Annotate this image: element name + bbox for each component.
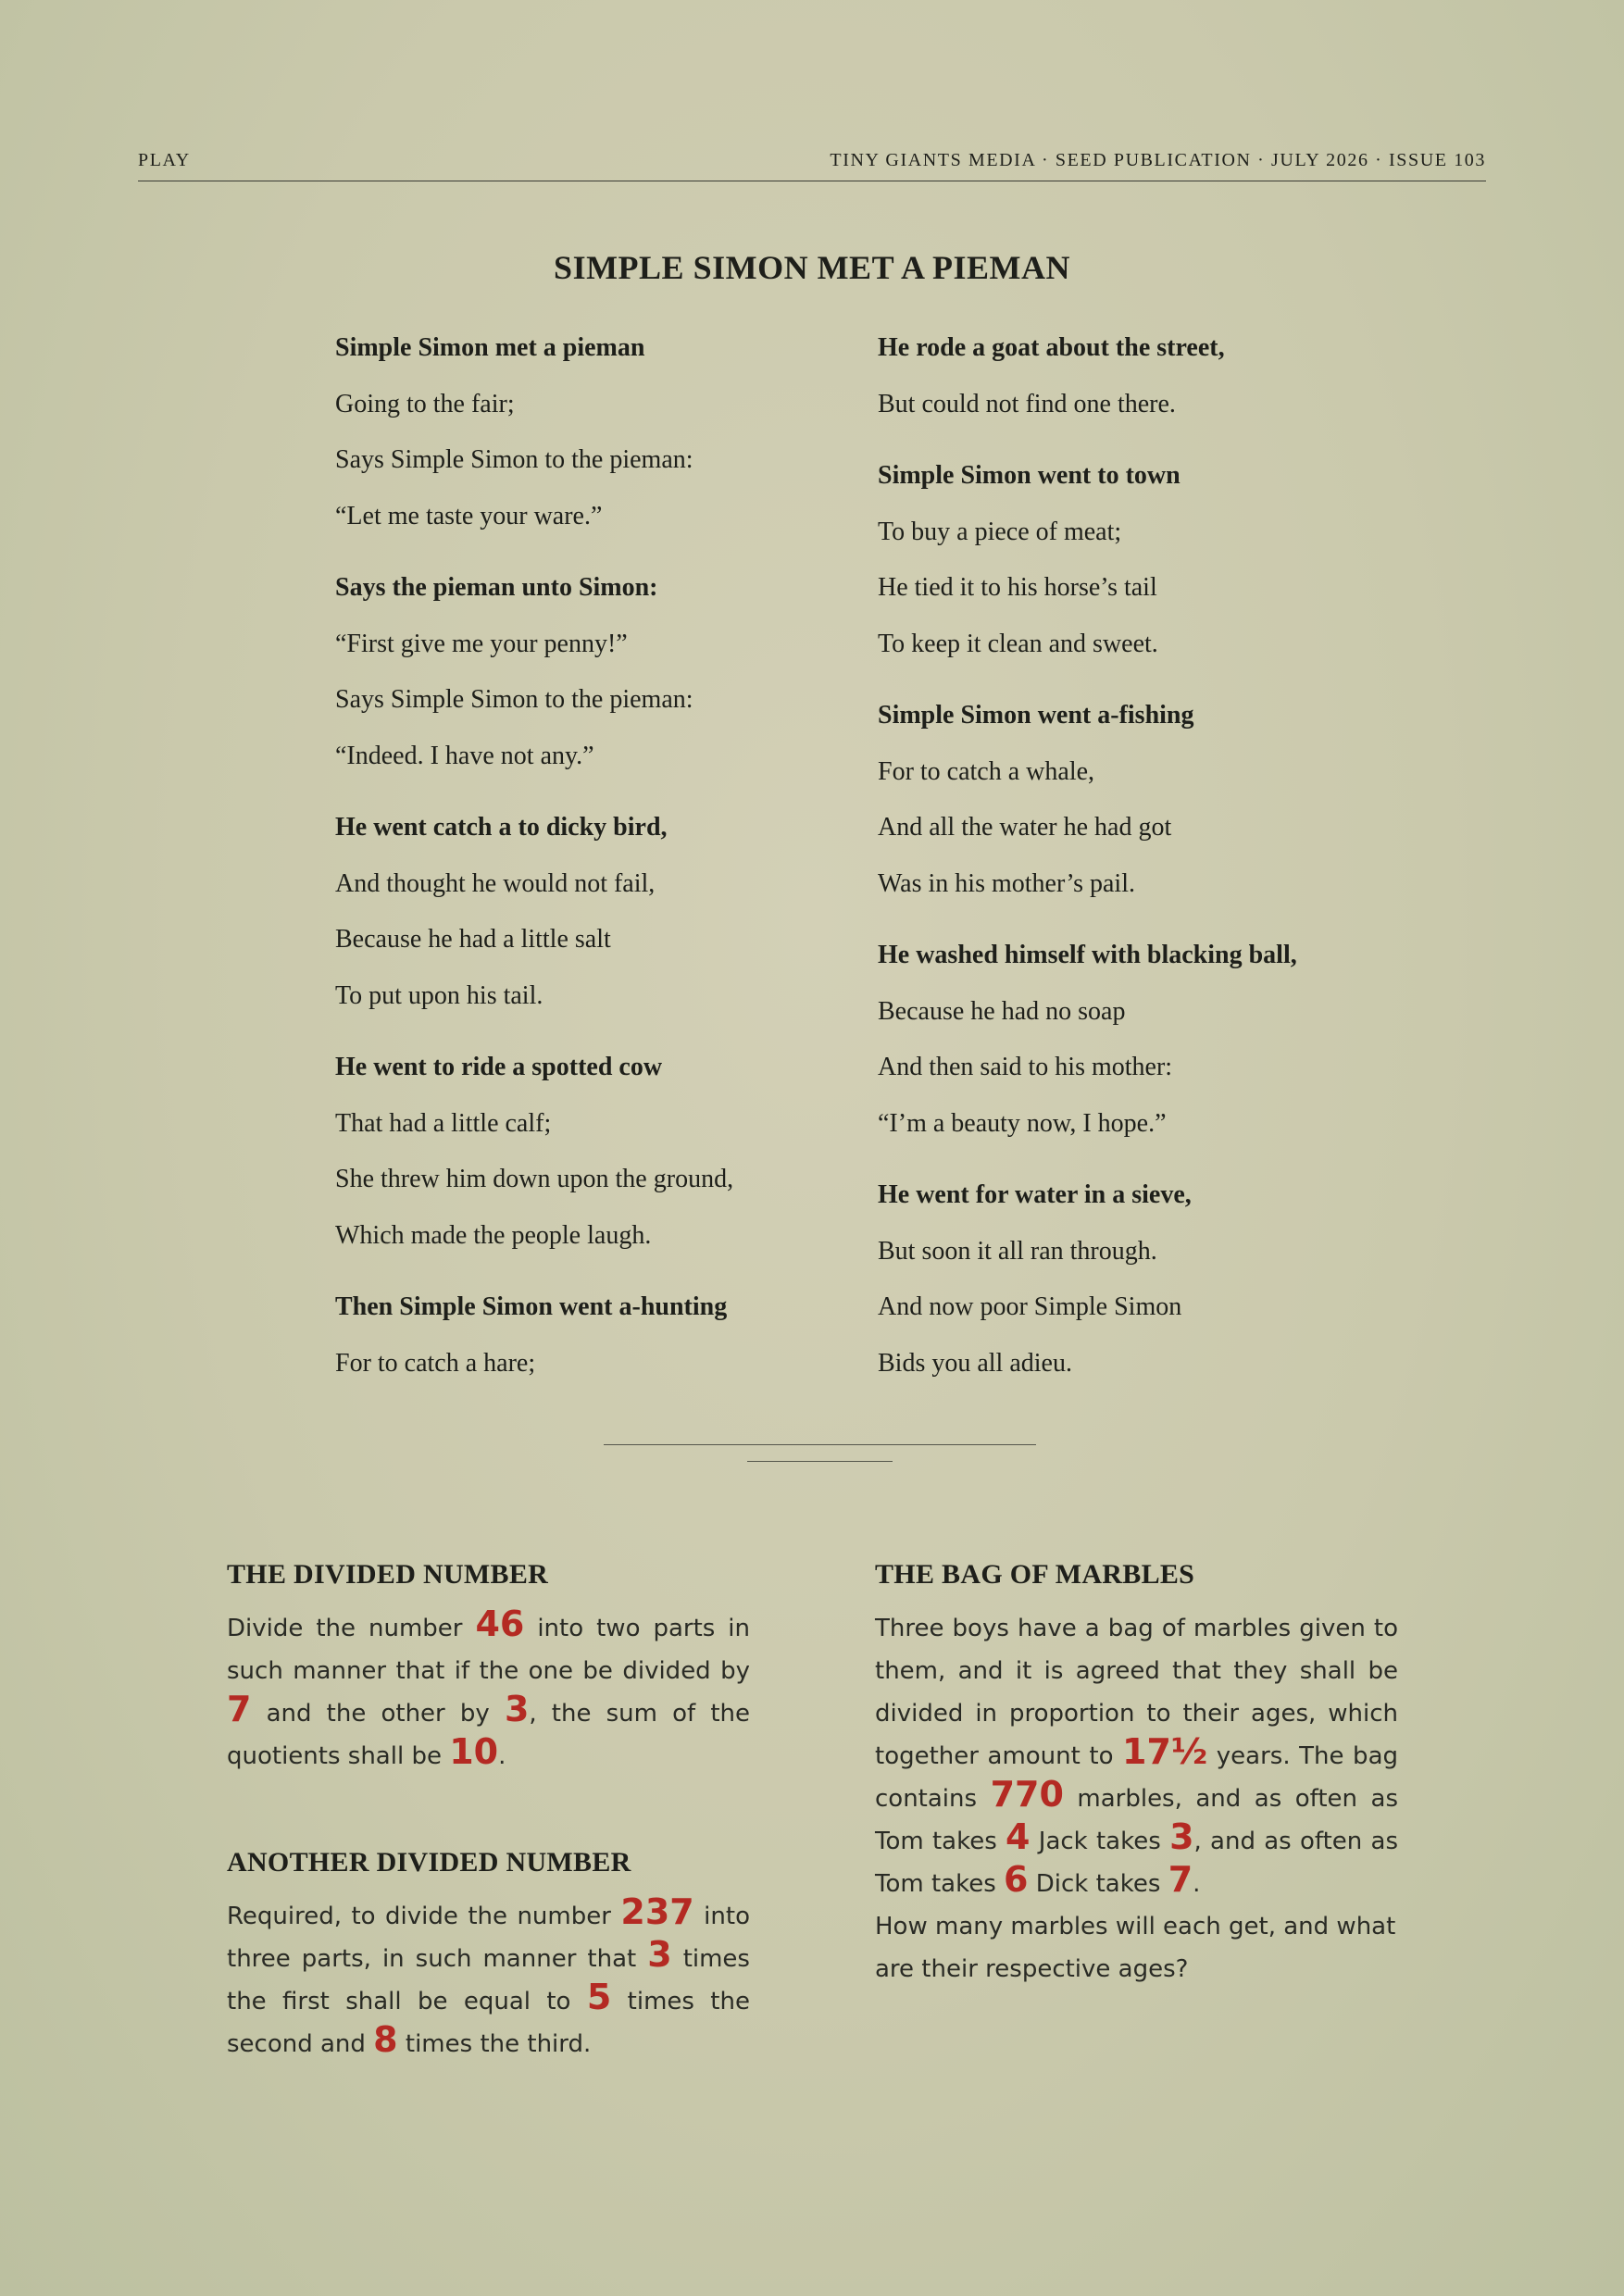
poem-stanza (878, 928, 1396, 1152)
puzzle-bag-of-marbles (875, 1559, 1398, 1990)
poem-line: But soon it all ran through. (878, 1236, 1157, 1266)
puzzle-number: 7 (1168, 1859, 1193, 1900)
puzzle-text-part: times the second and (227, 1988, 750, 2058)
puzzle-text (227, 1891, 750, 2065)
poem-line: Simple Simon went to town (878, 461, 1181, 490)
poem-line: Says Simple Simon to the pieman: (335, 685, 693, 714)
poem-line: Simple Simon met a pieman (335, 333, 645, 362)
poem-stanza (335, 1279, 854, 1391)
poem-line: He washed himself with blacking ball, (878, 941, 1297, 969)
puzzle-title: THE DIVIDED NUMBER (227, 1559, 549, 1590)
puzzle-text-part: Required, to divide the number (227, 1903, 621, 1930)
poem-line: Says the pieman unto Simon: (335, 573, 658, 602)
poem-stanza (335, 1040, 854, 1264)
puzzle-number: 237 (620, 1891, 694, 1932)
poem-line: That had a little calf; (335, 1108, 552, 1138)
puzzle-number: 4 (1006, 1816, 1031, 1857)
publication-info: TINY GIANTS MEDIA · SEED PUBLICATION · JULY 2026 · ISSUE 103 (830, 150, 1486, 170)
poem-line: And thought he would not fail, (335, 868, 656, 898)
puzzle-text-part: Divide the number (227, 1615, 476, 1642)
puzzle-text-part: Jack takes (1030, 1828, 1170, 1855)
poem-line: He went for water in a sieve, (878, 1180, 1192, 1209)
poem-line: To put upon his tail. (335, 980, 543, 1010)
puzzle-text-part: . (1193, 1870, 1201, 1898)
poem-line: Because he had no soap (878, 996, 1126, 1026)
poem-line: Which made the people laugh. (335, 1220, 652, 1250)
puzzle-number: 5 (586, 1977, 612, 2017)
puzzle-text-part: into three parts, in such manner that (227, 1903, 750, 1973)
poem-line: For to catch a whale, (878, 756, 1095, 786)
puzzle-text-part: marbles, and as often as Tom takes (875, 1785, 1399, 1855)
poem-stanza (878, 1167, 1396, 1391)
puzzle-text-part: . (498, 1742, 506, 1770)
poem-stanza (335, 800, 854, 1024)
puzzle-number: 8 (373, 2019, 398, 2060)
puzzle-text-part: into two parts in such manner that if the one be divided by (227, 1615, 751, 1685)
section-divider-short (747, 1461, 893, 1462)
poem-line: He went to ride a spotted cow (335, 1053, 663, 1081)
puzzle-text (875, 1607, 1398, 1905)
poem-stanza (878, 448, 1396, 672)
poem-line: He went catch a to dicky bird, (335, 813, 668, 842)
puzzle-another-divided-number (227, 1847, 750, 2065)
puzzle-text (227, 1603, 751, 1778)
puzzle-text-part: , the sum of the quotients shall be (227, 1700, 750, 1770)
poem-line: “I’m a beauty now, I hope.” (878, 1108, 1167, 1138)
puzzle-number: 46 (475, 1603, 525, 1644)
poem-line: Simple Simon went a-fishing (878, 701, 1194, 730)
poem-line: For to catch a hare; (335, 1348, 536, 1378)
poem-line: Because he had a little salt (335, 925, 611, 954)
poem-right-column (878, 320, 1396, 1407)
poem-stanza (878, 320, 1396, 432)
puzzle-number: 3 (504, 1689, 530, 1729)
puzzle-number: 770 (990, 1774, 1064, 1815)
poem-line: And all the water he had got (878, 813, 1172, 842)
poem-line: He tied it to his horse’s tail (878, 573, 1157, 602)
poem-line: He rode a goat about the street, (878, 333, 1225, 362)
section-divider (604, 1444, 1036, 1445)
puzzle-question: How many marbles will each get, and what are their respective ages? (875, 1913, 1396, 1983)
puzzle-text-part: , and as often as Tom takes (875, 1828, 1399, 1898)
poem-stanza (335, 320, 854, 544)
section-label: PLAY (138, 150, 191, 170)
poem-line: “Indeed. I have not any.” (335, 741, 594, 770)
poem-line: She threw him down upon the ground, (335, 1165, 734, 1193)
puzzle-text-part: and the other by (251, 1700, 505, 1728)
puzzle-number: 17½ (1122, 1731, 1208, 1772)
poem-title: SIMPLE SIMON MET A PIEMAN (554, 249, 1070, 286)
poem-line: And now poor Simple Simon (878, 1292, 1182, 1321)
puzzle-text-part: Three boys have a bag of marbles given to them, and it is agreed that they shall be divided in proportion to their ages, which together amount to (875, 1615, 1398, 1770)
puzzle-number: 6 (1004, 1859, 1029, 1900)
poem-line: Bids you all adieu. (878, 1348, 1072, 1378)
puzzle-text-part: years. The bag contains (875, 1742, 1398, 1813)
poem-line: “First give me your penny!” (335, 629, 628, 658)
puzzle-divided-number (227, 1559, 750, 1778)
poem-stanza (335, 560, 854, 784)
page-header (138, 150, 1486, 181)
poem-line: Going to the fair; (335, 389, 515, 418)
puzzle-number: 3 (647, 1934, 672, 1975)
poem-line: Then Simple Simon went a-hunting (335, 1292, 728, 1321)
puzzle-title: ANOTHER DIVIDED NUMBER (227, 1847, 631, 1878)
puzzle-text-part: times the first shall be equal to (227, 1945, 750, 2015)
puzzle-title: THE BAG OF MARBLES (875, 1559, 1195, 1590)
puzzle-text-part: times the third. (397, 2030, 592, 2058)
poem-line: To keep it clean and sweet. (878, 629, 1158, 658)
puzzle-number: 7 (227, 1689, 252, 1729)
puzzle-number: 3 (1169, 1816, 1194, 1857)
poem-line: Says Simple Simon to the pieman: (335, 445, 693, 474)
poem-line: And then said to his mother: (878, 1053, 1173, 1081)
poem-line: Was in his mother’s pail. (878, 868, 1135, 898)
poem-stanza (878, 688, 1396, 912)
puzzle-text-part: Dick takes (1028, 1870, 1168, 1898)
poem-line: “Let me taste your ware.” (335, 501, 603, 530)
poem-line: To buy a piece of meat; (878, 517, 1122, 546)
puzzle-number: 10 (449, 1731, 499, 1772)
poem-line: But could not find one there. (878, 389, 1176, 418)
poem-left-column (335, 320, 854, 1407)
